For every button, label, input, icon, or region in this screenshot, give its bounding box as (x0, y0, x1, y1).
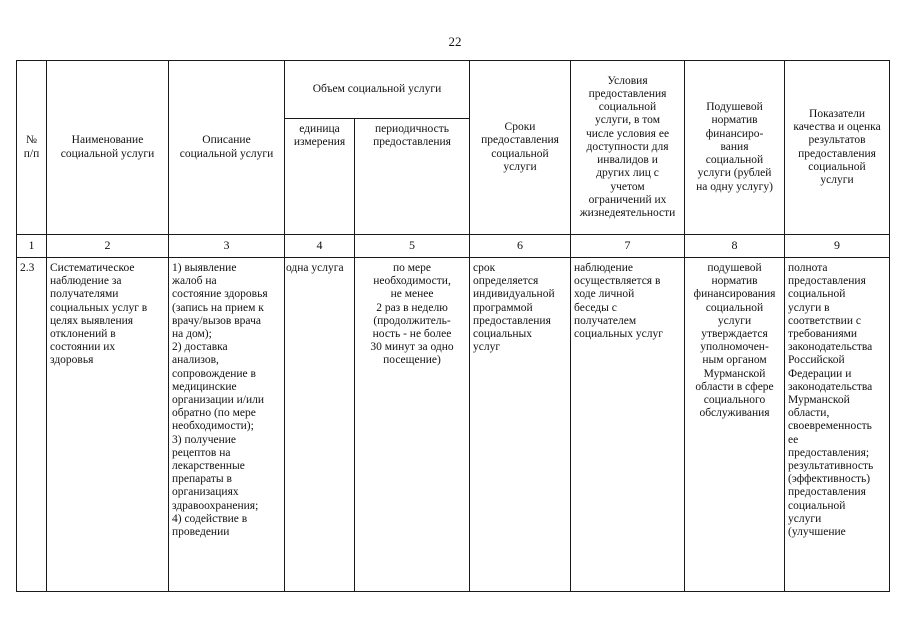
row-terms-cell: срок определяется индивидуальной программой предоставления социальных услуг (470, 258, 571, 592)
column-number: 3 (169, 235, 285, 258)
header-description: Описание социальной услуги (169, 61, 285, 235)
header-volume: Объем социальной услуги (285, 61, 470, 119)
header-indicators: Показатели качества и оценка результатов предоставления социальной услуги (785, 61, 890, 235)
column-number: 5 (355, 235, 470, 258)
header-name: Наименование социальной услуги (47, 61, 169, 235)
column-number: 8 (685, 235, 785, 258)
header-periodicity: периодичность предоставления (355, 119, 470, 235)
table-row (17, 258, 890, 592)
row-name-cell: Систематическое наблюдение за получателями социальных услуг в целях выявления отклонений в состоянии их здоровья (47, 258, 169, 592)
row-conditions-cell: наблюдение осуществляется в ходе личной беседы с получателем социальных услуг (571, 258, 685, 592)
header-terms: Сроки предоставления социальной услуги (470, 61, 571, 235)
social-services-table (16, 60, 890, 592)
row-num-cell: 2.3 (17, 258, 47, 592)
row-indicators-cell: полнота предоставления социальной услуги в соответствии с требованиями законодательства Российской Федерации и законодательства Мурманской области, своевременность ее предоставления; результативность (эффективность) предоставления социальной услуги (улучшение (785, 258, 890, 592)
header-conditions: Условия предоставления социальной услуги, в том числе условия ее доступности для инвалидов и других лиц с учетом ограничений их жизнедеятельности (571, 61, 685, 235)
column-number: 9 (785, 235, 890, 258)
row-periodicity-cell: по мере необходимости, не менее 2 раз в неделю (продолжитель- ность - не более 30 минут за одно посещение) (355, 258, 470, 592)
header-num: № п/п (17, 61, 47, 235)
column-numbers-row (17, 235, 890, 258)
header-norm: Подушевой норматив финансиро- вания социальной услуги (рублей на одну услугу) (685, 61, 785, 235)
column-number: 2 (47, 235, 169, 258)
column-number: 7 (571, 235, 685, 258)
row-norm-cell: подушевой норматив финансирования социальной услуги утверждается уполномочен- ным органом Мурманской области в сфере социального обслуживания (685, 258, 785, 592)
row-description-cell: 1) выявление жалоб на состояние здоровья (запись на прием к врачу/вызов врача на дом); 2) доставка анализов, сопровождение в медицинские организации и/или обратно (по мере необходимости); 3) получение рецептов на лекарственные препараты в организациях здравоохранения; 4) содействие в проведении (169, 258, 285, 592)
page-number: 22 (448, 34, 462, 49)
column-number: 4 (285, 235, 355, 258)
header-row-1 (17, 61, 890, 119)
row-unit-cell: одна услуга (285, 258, 355, 592)
column-number: 1 (17, 235, 47, 258)
header-unit: единица измерения (285, 119, 355, 235)
column-number: 6 (470, 235, 571, 258)
